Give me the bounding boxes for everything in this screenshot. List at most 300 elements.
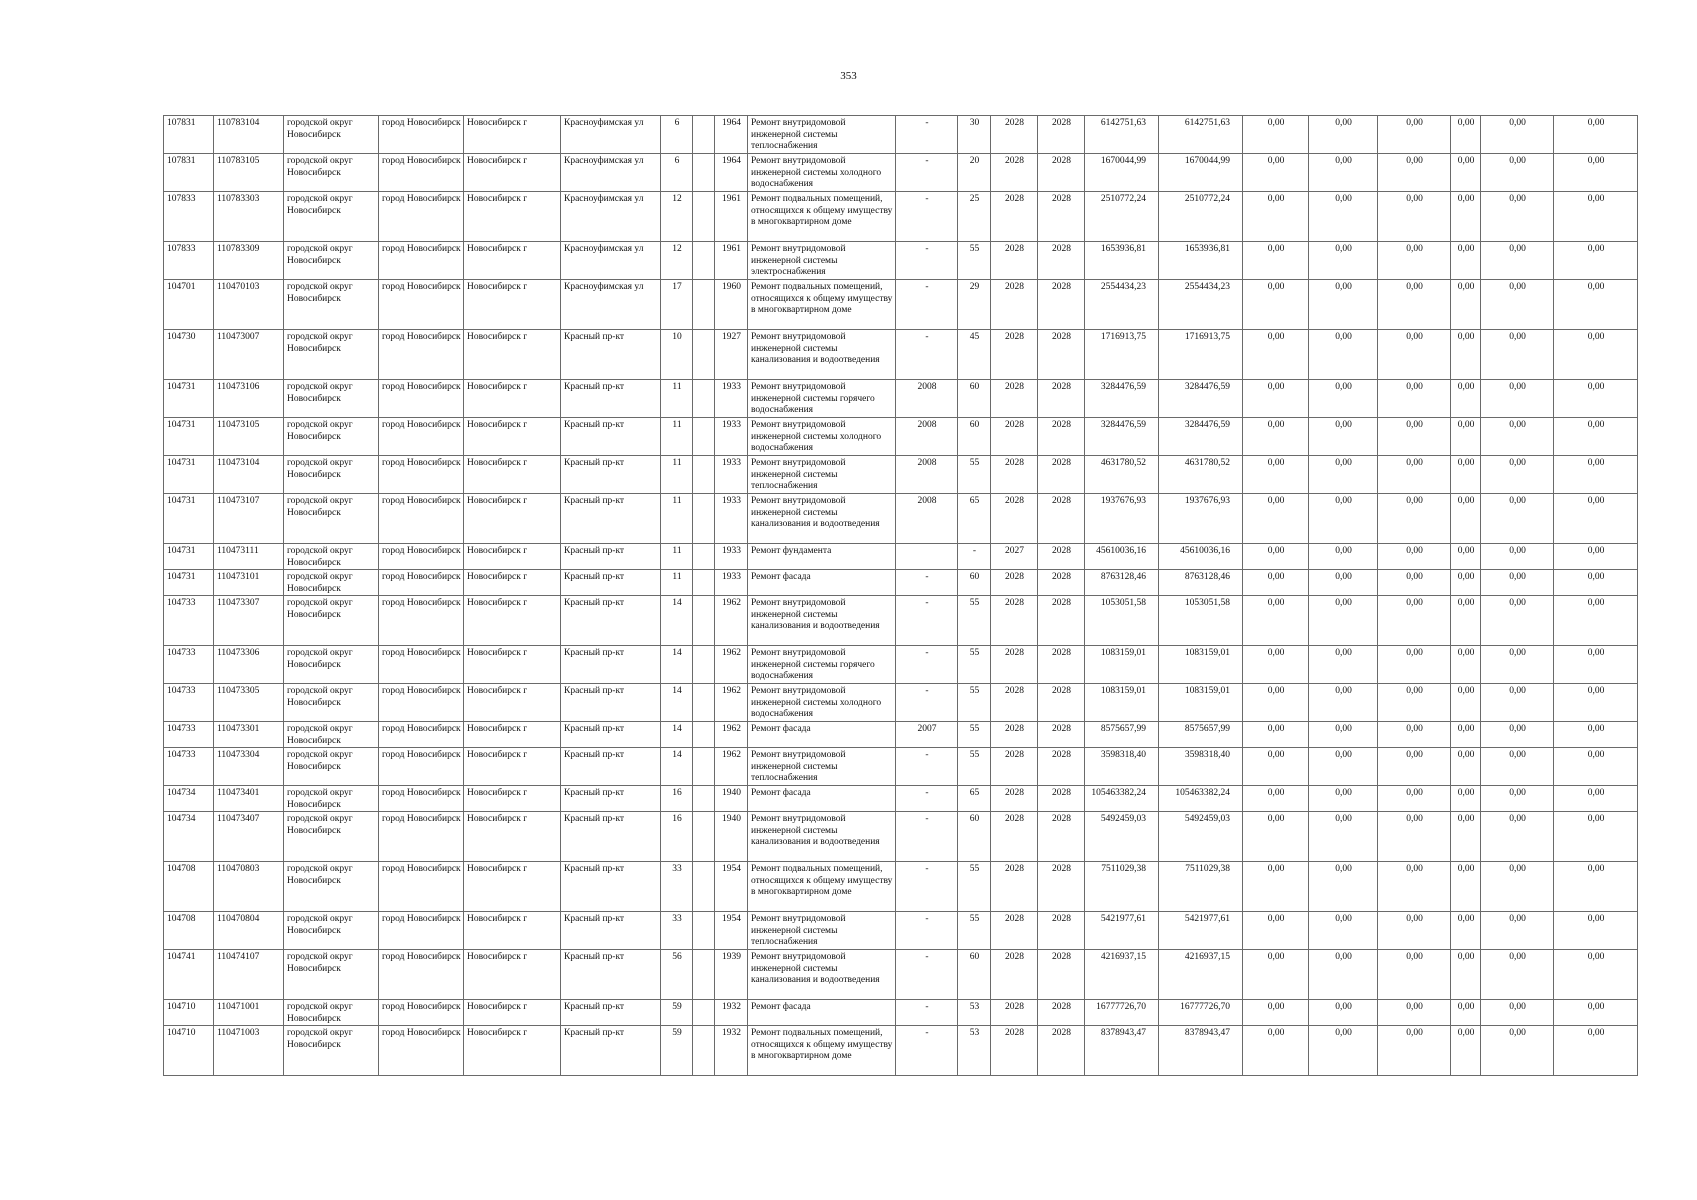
cell-plan-end-year: 2028 (1038, 748, 1085, 786)
cell-budget-federal: 0,00 (1243, 748, 1309, 786)
cell-plan-start-year: 2028 (991, 242, 1038, 280)
cell-municipal-district: городской округ Новосибирск (284, 456, 379, 494)
cell-budget-local: 0,00 (1378, 456, 1451, 494)
cell-municipal-district: городской округ Новосибирск (284, 154, 379, 192)
cell-plan-end-year: 2028 (1038, 950, 1085, 1000)
cell-wear-percent: 55 (958, 722, 991, 748)
cell-last-repair-year: - (896, 154, 958, 192)
cell-plan-end-year: 2028 (1038, 862, 1085, 912)
cell-budget-regional: 0,00 (1309, 456, 1378, 494)
cell-plan-end-year: 2028 (1038, 812, 1085, 862)
cell-budget-local: 0,00 (1378, 912, 1451, 950)
cell-other-funds: 0,00 (1481, 242, 1554, 280)
cell-wear-percent: 29 (958, 280, 991, 330)
cell-street: Красноуфимская ул (561, 280, 661, 330)
cell-settlement: город Новосибирск (379, 494, 464, 544)
cell-building-id: 104731 (164, 494, 214, 544)
cell-building-letter (693, 242, 715, 280)
cell-total-cost: 1083159,01 (1085, 646, 1159, 684)
cell-owners-funds: 0,00 (1451, 154, 1481, 192)
cell-owners-funds: 0,00 (1451, 684, 1481, 722)
cell-built-year: 1962 (715, 596, 748, 646)
cell-locality: Новосибирск г (464, 786, 561, 812)
cell-last-repair-year: - (896, 748, 958, 786)
cell-street: Красный пр-кт (561, 684, 661, 722)
table-row (164, 116, 1638, 154)
cell-building-letter (693, 646, 715, 684)
cell-work-id: 110783105 (214, 154, 284, 192)
cell-other-funds: 0,00 (1481, 748, 1554, 786)
cell-budget-local: 0,00 (1378, 192, 1451, 242)
cell-budget-regional: 0,00 (1309, 950, 1378, 1000)
cell-wear-percent: 45 (958, 330, 991, 380)
cell-plan-end-year: 2028 (1038, 280, 1085, 330)
cell-budget-regional: 0,00 (1309, 596, 1378, 646)
cell-wear-percent: 20 (958, 154, 991, 192)
cell-budget-federal: 0,00 (1243, 544, 1309, 570)
cell-last-repair-year: - (896, 812, 958, 862)
cell-reserve-funds: 0,00 (1554, 280, 1638, 330)
cell-reserve-funds: 0,00 (1554, 748, 1638, 786)
cell-fund-cost: 7511029,38 (1159, 862, 1243, 912)
cell-building-letter (693, 1000, 715, 1026)
cell-settlement: город Новосибирск (379, 1000, 464, 1026)
cell-budget-regional: 0,00 (1309, 116, 1378, 154)
cell-building-letter (693, 1026, 715, 1076)
cell-budget-local: 0,00 (1378, 596, 1451, 646)
table-row (164, 786, 1638, 812)
cell-building-id: 104733 (164, 722, 214, 748)
cell-budget-local: 0,00 (1378, 544, 1451, 570)
cell-reserve-funds: 0,00 (1554, 242, 1638, 280)
cell-other-funds: 0,00 (1481, 494, 1554, 544)
cell-house-number: 11 (661, 418, 693, 456)
cell-building-id: 104731 (164, 418, 214, 456)
cell-total-cost: 2554434,23 (1085, 280, 1159, 330)
table-row (164, 544, 1638, 570)
cell-reserve-funds: 0,00 (1554, 912, 1638, 950)
cell-house-number: 11 (661, 494, 693, 544)
cell-street: Красный пр-кт (561, 862, 661, 912)
cell-plan-start-year: 2028 (991, 722, 1038, 748)
cell-work-id: 110471001 (214, 1000, 284, 1026)
cell-budget-federal: 0,00 (1243, 380, 1309, 418)
cell-owners-funds: 0,00 (1451, 862, 1481, 912)
cell-budget-federal: 0,00 (1243, 862, 1309, 912)
cell-built-year: 1933 (715, 544, 748, 570)
cell-settlement: город Новосибирск (379, 418, 464, 456)
cell-built-year: 1932 (715, 1026, 748, 1076)
cell-fund-cost: 8575657,99 (1159, 722, 1243, 748)
cell-budget-regional: 0,00 (1309, 684, 1378, 722)
cell-settlement: город Новосибирск (379, 748, 464, 786)
cell-budget-regional: 0,00 (1309, 192, 1378, 242)
cell-owners-funds: 0,00 (1451, 570, 1481, 596)
cell-last-repair-year: 2008 (896, 494, 958, 544)
cell-municipal-district: городской округ Новосибирск (284, 1026, 379, 1076)
cell-fund-cost: 8378943,47 (1159, 1026, 1243, 1076)
cell-budget-federal: 0,00 (1243, 1000, 1309, 1026)
cell-municipal-district: городской округ Новосибирск (284, 862, 379, 912)
cell-work-id: 110473104 (214, 456, 284, 494)
cell-municipal-district: городской округ Новосибирск (284, 192, 379, 242)
cell-work-type: Ремонт внутридомовой инженерной системы холодного водоснабжения (748, 684, 896, 722)
cell-building-letter (693, 786, 715, 812)
cell-wear-percent: - (958, 544, 991, 570)
cell-owners-funds: 0,00 (1451, 380, 1481, 418)
cell-work-type: Ремонт фасада (748, 1000, 896, 1026)
cell-work-id: 110473407 (214, 812, 284, 862)
cell-plan-start-year: 2028 (991, 1026, 1038, 1076)
cell-building-letter (693, 280, 715, 330)
cell-settlement: город Новосибирск (379, 544, 464, 570)
cell-budget-local: 0,00 (1378, 748, 1451, 786)
cell-house-number: 59 (661, 1026, 693, 1076)
cell-street: Красноуфимская ул (561, 242, 661, 280)
cell-last-repair-year: - (896, 116, 958, 154)
cell-municipal-district: городской округ Новосибирск (284, 786, 379, 812)
table-row (164, 280, 1638, 330)
cell-last-repair-year: - (896, 646, 958, 684)
cell-building-id: 104710 (164, 1000, 214, 1026)
cell-owners-funds: 0,00 (1451, 330, 1481, 380)
cell-budget-local: 0,00 (1378, 154, 1451, 192)
cell-building-id: 104731 (164, 380, 214, 418)
cell-work-id: 110470804 (214, 912, 284, 950)
cell-plan-start-year: 2028 (991, 748, 1038, 786)
cell-settlement: город Новосибирск (379, 570, 464, 596)
cell-municipal-district: городской округ Новосибирск (284, 116, 379, 154)
cell-plan-start-year: 2028 (991, 280, 1038, 330)
cell-owners-funds: 0,00 (1451, 280, 1481, 330)
cell-owners-funds: 0,00 (1451, 1026, 1481, 1076)
cell-owners-funds: 0,00 (1451, 596, 1481, 646)
cell-locality: Новосибирск г (464, 418, 561, 456)
cell-total-cost: 3284476,59 (1085, 418, 1159, 456)
cell-wear-percent: 55 (958, 242, 991, 280)
cell-plan-start-year: 2028 (991, 456, 1038, 494)
cell-locality: Новосибирск г (464, 862, 561, 912)
cell-settlement: город Новосибирск (379, 1026, 464, 1076)
cell-settlement: город Новосибирск (379, 380, 464, 418)
cell-plan-end-year: 2028 (1038, 380, 1085, 418)
cell-last-repair-year: - (896, 950, 958, 1000)
cell-budget-local: 0,00 (1378, 786, 1451, 812)
cell-house-number: 11 (661, 570, 693, 596)
cell-settlement: город Новосибирск (379, 812, 464, 862)
cell-other-funds: 0,00 (1481, 786, 1554, 812)
cell-building-letter (693, 596, 715, 646)
cell-settlement: город Новосибирск (379, 862, 464, 912)
cell-street: Красный пр-кт (561, 786, 661, 812)
cell-work-type: Ремонт внутридомовой инженерной системы канализования и водоотведения (748, 330, 896, 380)
cell-budget-regional: 0,00 (1309, 722, 1378, 748)
table-row (164, 380, 1638, 418)
cell-street: Красноуфимская ул (561, 192, 661, 242)
cell-owners-funds: 0,00 (1451, 192, 1481, 242)
cell-building-id: 104733 (164, 684, 214, 722)
cell-owners-funds: 0,00 (1451, 242, 1481, 280)
table-row (164, 418, 1638, 456)
cell-street: Красный пр-кт (561, 570, 661, 596)
cell-fund-cost: 4216937,15 (1159, 950, 1243, 1000)
cell-reserve-funds: 0,00 (1554, 544, 1638, 570)
cell-house-number: 14 (661, 646, 693, 684)
cell-locality: Новосибирск г (464, 748, 561, 786)
cell-municipal-district: городской округ Новосибирск (284, 722, 379, 748)
cell-settlement: город Новосибирск (379, 242, 464, 280)
cell-owners-funds: 0,00 (1451, 1000, 1481, 1026)
cell-house-number: 59 (661, 1000, 693, 1026)
cell-reserve-funds: 0,00 (1554, 1026, 1638, 1076)
cell-fund-cost: 1716913,75 (1159, 330, 1243, 380)
cell-total-cost: 45610036,16 (1085, 544, 1159, 570)
cell-work-id: 110470103 (214, 280, 284, 330)
cell-building-id: 104708 (164, 862, 214, 912)
cell-street: Красный пр-кт (561, 912, 661, 950)
cell-budget-local: 0,00 (1378, 242, 1451, 280)
cell-building-letter (693, 192, 715, 242)
cell-work-type: Ремонт подвальных помещений, относящихся к общему имуществу в многоквартирном доме (748, 862, 896, 912)
cell-plan-end-year: 2028 (1038, 786, 1085, 812)
cell-wear-percent: 55 (958, 748, 991, 786)
cell-fund-cost: 45610036,16 (1159, 544, 1243, 570)
cell-owners-funds: 0,00 (1451, 786, 1481, 812)
table-row (164, 862, 1638, 912)
cell-total-cost: 8378943,47 (1085, 1026, 1159, 1076)
cell-budget-federal: 0,00 (1243, 280, 1309, 330)
cell-plan-start-year: 2028 (991, 1000, 1038, 1026)
cell-municipal-district: городской округ Новосибирск (284, 544, 379, 570)
cell-street: Красный пр-кт (561, 494, 661, 544)
cell-municipal-district: городской округ Новосибирск (284, 748, 379, 786)
cell-budget-local: 0,00 (1378, 116, 1451, 154)
cell-municipal-district: городской округ Новосибирск (284, 418, 379, 456)
cell-municipal-district: городской округ Новосибирск (284, 494, 379, 544)
table-row (164, 242, 1638, 280)
cell-budget-regional: 0,00 (1309, 544, 1378, 570)
cell-reserve-funds: 0,00 (1554, 154, 1638, 192)
cell-budget-federal: 0,00 (1243, 192, 1309, 242)
cell-reserve-funds: 0,00 (1554, 380, 1638, 418)
cell-work-type: Ремонт подвальных помещений, относящихся к общему имуществу в многоквартирном доме (748, 1026, 896, 1076)
cell-built-year: 1954 (715, 862, 748, 912)
cell-work-type: Ремонт подвальных помещений, относящихся к общему имуществу в многоквартирном доме (748, 192, 896, 242)
cell-building-id: 107833 (164, 242, 214, 280)
cell-other-funds: 0,00 (1481, 380, 1554, 418)
cell-plan-end-year: 2028 (1038, 912, 1085, 950)
cell-other-funds: 0,00 (1481, 330, 1554, 380)
cell-owners-funds: 0,00 (1451, 418, 1481, 456)
cell-built-year: 1961 (715, 242, 748, 280)
cell-fund-cost: 3284476,59 (1159, 418, 1243, 456)
cell-total-cost: 8763128,46 (1085, 570, 1159, 596)
cell-building-id: 104734 (164, 812, 214, 862)
cell-work-id: 110473307 (214, 596, 284, 646)
cell-building-letter (693, 950, 715, 1000)
cell-last-repair-year: - (896, 280, 958, 330)
cell-built-year: 1940 (715, 786, 748, 812)
cell-locality: Новосибирск г (464, 1026, 561, 1076)
cell-total-cost: 1670044,99 (1085, 154, 1159, 192)
cell-other-funds: 0,00 (1481, 544, 1554, 570)
cell-reserve-funds: 0,00 (1554, 786, 1638, 812)
cell-budget-federal: 0,00 (1243, 330, 1309, 380)
cell-plan-end-year: 2028 (1038, 722, 1085, 748)
cell-locality: Новосибирск г (464, 1000, 561, 1026)
cell-other-funds: 0,00 (1481, 116, 1554, 154)
cell-street: Красный пр-кт (561, 950, 661, 1000)
cell-street: Красный пр-кт (561, 596, 661, 646)
cell-locality: Новосибирск г (464, 596, 561, 646)
cell-plan-end-year: 2028 (1038, 1026, 1085, 1076)
cell-house-number: 14 (661, 722, 693, 748)
cell-street: Красный пр-кт (561, 1026, 661, 1076)
cell-budget-local: 0,00 (1378, 684, 1451, 722)
cell-total-cost: 5492459,03 (1085, 812, 1159, 862)
cell-wear-percent: 55 (958, 912, 991, 950)
cell-plan-start-year: 2028 (991, 154, 1038, 192)
cell-reserve-funds: 0,00 (1554, 456, 1638, 494)
cell-work-id: 110783303 (214, 192, 284, 242)
cell-owners-funds: 0,00 (1451, 912, 1481, 950)
cell-plan-start-year: 2028 (991, 646, 1038, 684)
table-row (164, 722, 1638, 748)
cell-other-funds: 0,00 (1481, 456, 1554, 494)
cell-other-funds: 0,00 (1481, 950, 1554, 1000)
cell-building-letter (693, 862, 715, 912)
cell-other-funds: 0,00 (1481, 1026, 1554, 1076)
cell-house-number: 12 (661, 242, 693, 280)
cell-wear-percent: 60 (958, 418, 991, 456)
cell-built-year: 1962 (715, 748, 748, 786)
cell-work-type: Ремонт внутридомовой инженерной системы холодного водоснабжения (748, 154, 896, 192)
cell-built-year: 1940 (715, 812, 748, 862)
cell-work-type: Ремонт внутридомовой инженерной системы холодного водоснабжения (748, 418, 896, 456)
cell-locality: Новосибирск г (464, 684, 561, 722)
table-row (164, 570, 1638, 596)
cell-plan-start-year: 2028 (991, 596, 1038, 646)
cell-work-type: Ремонт внутридомовой инженерной системы горячего водоснабжения (748, 646, 896, 684)
cell-budget-regional: 0,00 (1309, 912, 1378, 950)
cell-locality: Новосибирск г (464, 570, 561, 596)
cell-work-type: Ремонт внутридомовой инженерной системы канализования и водоотведения (748, 596, 896, 646)
cell-budget-federal: 0,00 (1243, 456, 1309, 494)
cell-municipal-district: городской округ Новосибирск (284, 280, 379, 330)
cell-building-letter (693, 494, 715, 544)
cell-built-year: 1933 (715, 418, 748, 456)
cell-house-number: 16 (661, 812, 693, 862)
cell-street: Красный пр-кт (561, 646, 661, 684)
cell-budget-regional: 0,00 (1309, 786, 1378, 812)
table-row (164, 812, 1638, 862)
cell-built-year: 1927 (715, 330, 748, 380)
cell-reserve-funds: 0,00 (1554, 684, 1638, 722)
cell-plan-start-year: 2028 (991, 418, 1038, 456)
cell-built-year: 1962 (715, 684, 748, 722)
cell-municipal-district: городской округ Новосибирск (284, 812, 379, 862)
cell-budget-local: 0,00 (1378, 570, 1451, 596)
cell-locality: Новосибирск г (464, 380, 561, 418)
cell-plan-end-year: 2028 (1038, 242, 1085, 280)
cell-budget-local: 0,00 (1378, 1026, 1451, 1076)
cell-last-repair-year: - (896, 912, 958, 950)
cell-house-number: 33 (661, 912, 693, 950)
cell-budget-local: 0,00 (1378, 330, 1451, 380)
cell-settlement: город Новосибирск (379, 722, 464, 748)
cell-work-type: Ремонт внутридомовой инженерной системы теплоснабжения (748, 116, 896, 154)
cell-fund-cost: 5492459,03 (1159, 812, 1243, 862)
cell-budget-local: 0,00 (1378, 494, 1451, 544)
cell-plan-end-year: 2028 (1038, 154, 1085, 192)
cell-other-funds: 0,00 (1481, 154, 1554, 192)
cell-last-repair-year: - (896, 1026, 958, 1076)
cell-locality: Новосибирск г (464, 646, 561, 684)
cell-building-letter (693, 812, 715, 862)
cell-budget-regional: 0,00 (1309, 154, 1378, 192)
cell-owners-funds: 0,00 (1451, 494, 1481, 544)
cell-last-repair-year: - (896, 242, 958, 280)
cell-last-repair-year: 2008 (896, 380, 958, 418)
cell-building-id: 104733 (164, 646, 214, 684)
cell-budget-local: 0,00 (1378, 722, 1451, 748)
cell-building-letter (693, 330, 715, 380)
cell-budget-federal: 0,00 (1243, 242, 1309, 280)
cell-work-type: Ремонт внутридомовой инженерной системы канализования и водоотведения (748, 950, 896, 1000)
cell-street: Красный пр-кт (561, 418, 661, 456)
cell-last-repair-year: 2008 (896, 418, 958, 456)
cell-plan-end-year: 2028 (1038, 1000, 1085, 1026)
cell-house-number: 16 (661, 786, 693, 812)
cell-work-type: Ремонт фундамента (748, 544, 896, 570)
cell-last-repair-year: 2007 (896, 722, 958, 748)
cell-locality: Новосибирск г (464, 280, 561, 330)
cell-built-year: 1962 (715, 646, 748, 684)
cell-street: Красноуфимская ул (561, 116, 661, 154)
cell-budget-federal: 0,00 (1243, 722, 1309, 748)
cell-plan-start-year: 2028 (991, 330, 1038, 380)
cell-work-id: 110474107 (214, 950, 284, 1000)
cell-budget-federal: 0,00 (1243, 418, 1309, 456)
cell-street: Красный пр-кт (561, 748, 661, 786)
cell-built-year: 1954 (715, 912, 748, 950)
cell-total-cost: 105463382,24 (1085, 786, 1159, 812)
cell-budget-local: 0,00 (1378, 862, 1451, 912)
cell-locality: Новосибирск г (464, 544, 561, 570)
cell-budget-regional: 0,00 (1309, 494, 1378, 544)
cell-built-year: 1961 (715, 192, 748, 242)
table-body (164, 116, 1638, 1076)
cell-work-id: 110473305 (214, 684, 284, 722)
cell-work-id: 110473105 (214, 418, 284, 456)
cell-reserve-funds: 0,00 (1554, 1000, 1638, 1026)
cell-work-id: 110471003 (214, 1026, 284, 1076)
cell-wear-percent: 55 (958, 456, 991, 494)
cell-plan-end-year: 2028 (1038, 116, 1085, 154)
cell-owners-funds: 0,00 (1451, 950, 1481, 1000)
cell-building-id: 104708 (164, 912, 214, 950)
cell-municipal-district: городской округ Новосибирск (284, 330, 379, 380)
cell-fund-cost: 3598318,40 (1159, 748, 1243, 786)
cell-reserve-funds: 0,00 (1554, 418, 1638, 456)
cell-last-repair-year: 2008 (896, 456, 958, 494)
cell-wear-percent: 53 (958, 1026, 991, 1076)
cell-plan-start-year: 2028 (991, 380, 1038, 418)
cell-reserve-funds: 0,00 (1554, 862, 1638, 912)
table-row (164, 494, 1638, 544)
cell-work-type: Ремонт внутридомовой инженерной системы теплоснабжения (748, 912, 896, 950)
cell-budget-regional: 0,00 (1309, 330, 1378, 380)
